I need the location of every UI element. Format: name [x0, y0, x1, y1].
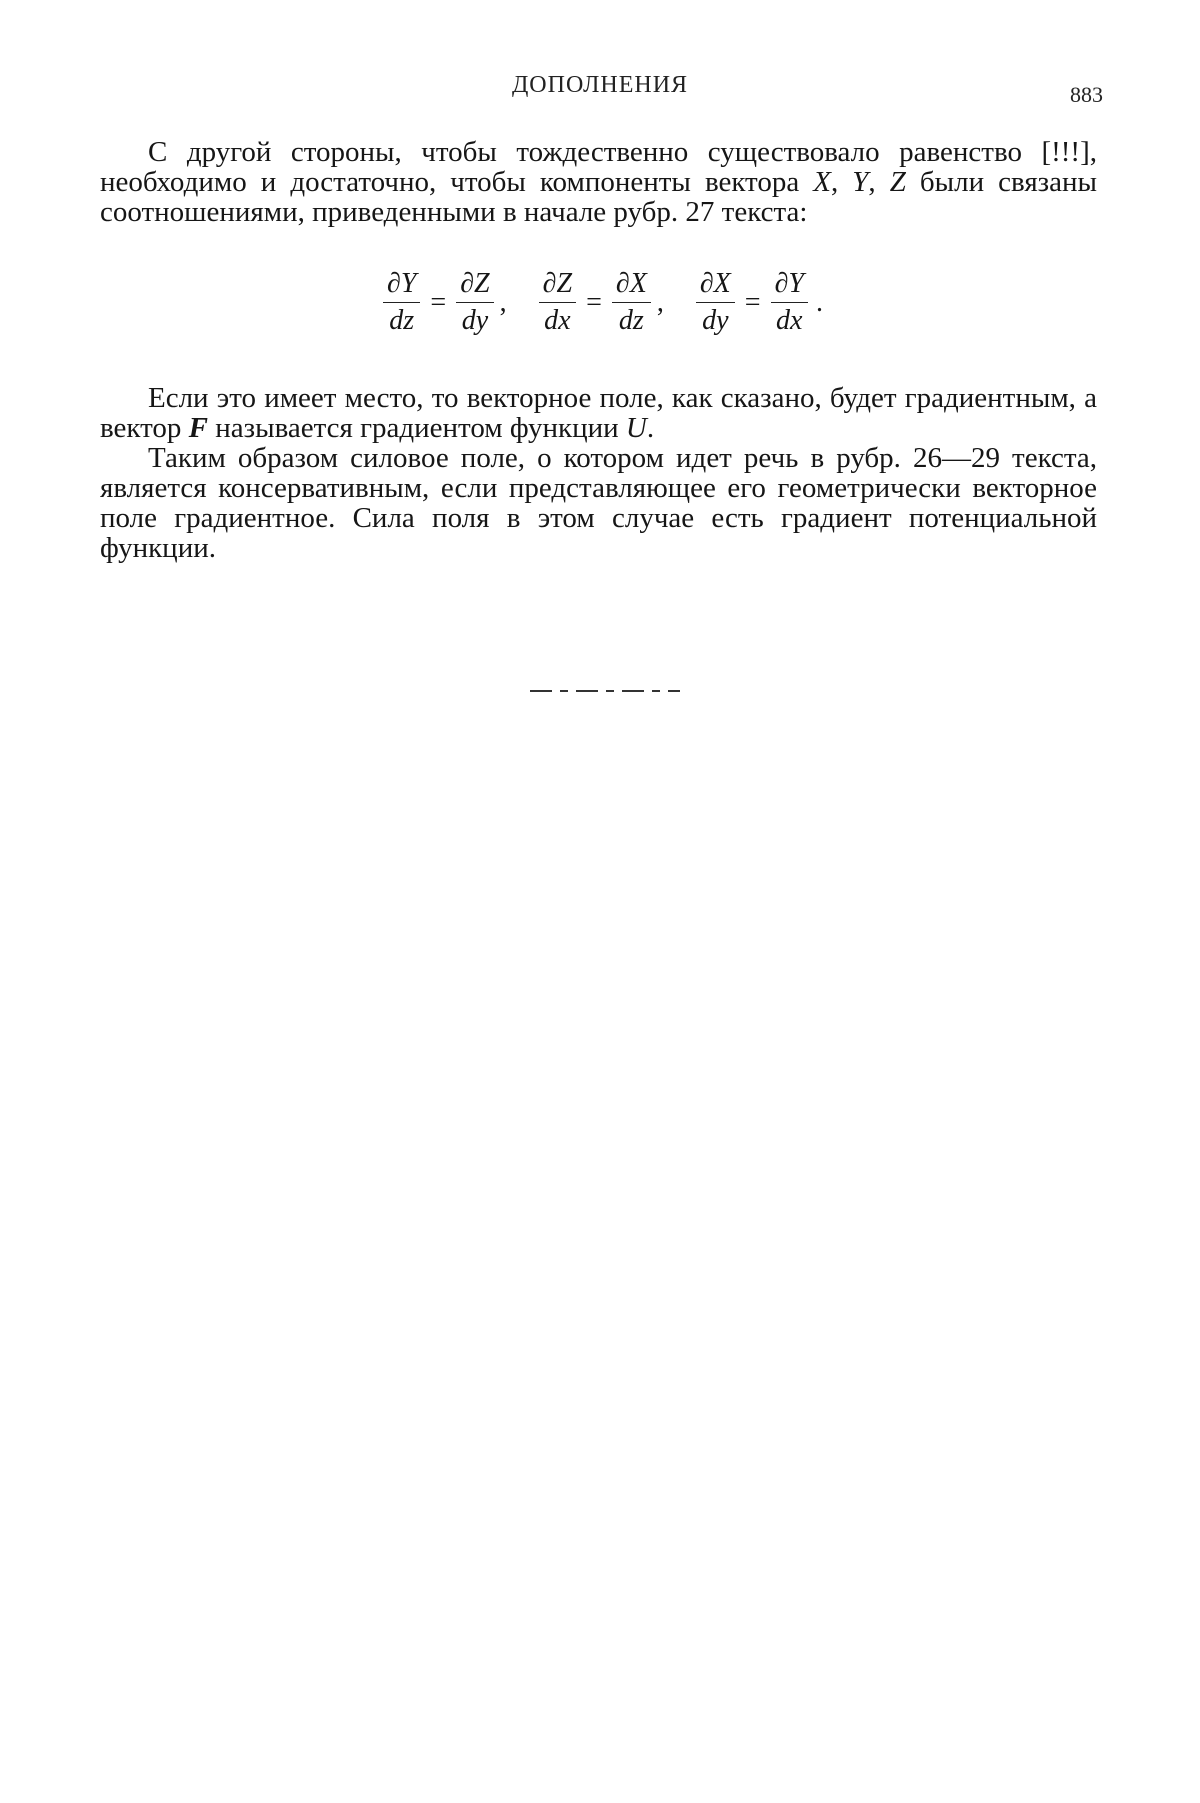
fraction-numerator: ∂X — [696, 268, 735, 303]
fraction-denominator: dy — [702, 305, 729, 336]
fraction-3 — [539, 268, 576, 337]
paragraph-3: Таким образом силовое поле, о котором идет речь в рубр. 26—29 текста, является консервативным, если представляющее его геометрически векторное поле градиентное. Сила поля в этом случае есть градиент потенциальной функции. — [100, 442, 1097, 564]
var-u: U — [625, 412, 647, 444]
equals-sign: = — [586, 286, 602, 318]
fraction-2 — [456, 268, 493, 337]
fraction-4 — [612, 268, 651, 337]
paragraphs-2-3 — [100, 383, 1097, 563]
paragraph-1 — [100, 137, 1097, 227]
fraction-numerator: ∂X — [612, 268, 651, 303]
var-z: Z — [889, 166, 906, 198]
formula-period: . — [815, 287, 823, 318]
page-number: 883 — [1070, 82, 1103, 107]
fraction-numerator: ∂Z — [539, 268, 576, 303]
fraction-1 — [383, 268, 420, 337]
paragraph-2 — [100, 383, 1097, 443]
fraction-denominator: dx — [776, 305, 803, 336]
var-x: X — [813, 166, 831, 198]
equals-sign: = — [430, 286, 447, 318]
paragraph-2-part-a: Если это имеет место, то векторное поле, как сказано, будет градиентным, а вектор — [100, 382, 1097, 444]
fraction-denominator: dz — [389, 305, 415, 336]
paragraph-2-part-c: . — [646, 412, 655, 444]
separator: , — [830, 166, 853, 198]
paragraph-1-part-b: были связаны соотношениями, приведенными в начале рубр. 27 текста: — [100, 166, 1098, 228]
fraction-6 — [771, 268, 808, 337]
formula-curl-conditions — [0, 268, 1200, 337]
end-ornament-rule — [530, 690, 680, 692]
formula-comma: , — [499, 287, 507, 318]
var-f: F — [188, 412, 208, 444]
paragraph-1-text — [100, 137, 1097, 227]
formula-comma: , — [656, 287, 664, 318]
var-y: Y — [852, 166, 869, 198]
paragraph-2-part-b: называется градиентом функции — [208, 412, 626, 444]
equals-sign: = — [744, 286, 761, 318]
fraction-denominator: dy — [461, 305, 489, 336]
fraction-denominator: dz — [618, 305, 644, 336]
paragraph-1-part-a: С другой стороны, чтобы тождественно существовало равенство [!!!], необходимо и достаточно, чтобы компоненты вектора — [100, 136, 1097, 198]
running-head: ДОПОЛНЕНИЯ — [511, 72, 689, 98]
fraction-numerator: ∂Z — [456, 268, 493, 303]
fraction-numerator: ∂Y — [383, 268, 420, 303]
fraction-denominator: dx — [544, 305, 571, 336]
fraction-numerator: ∂Y — [771, 268, 808, 303]
separator: , — [868, 166, 890, 198]
fraction-5 — [696, 268, 735, 337]
